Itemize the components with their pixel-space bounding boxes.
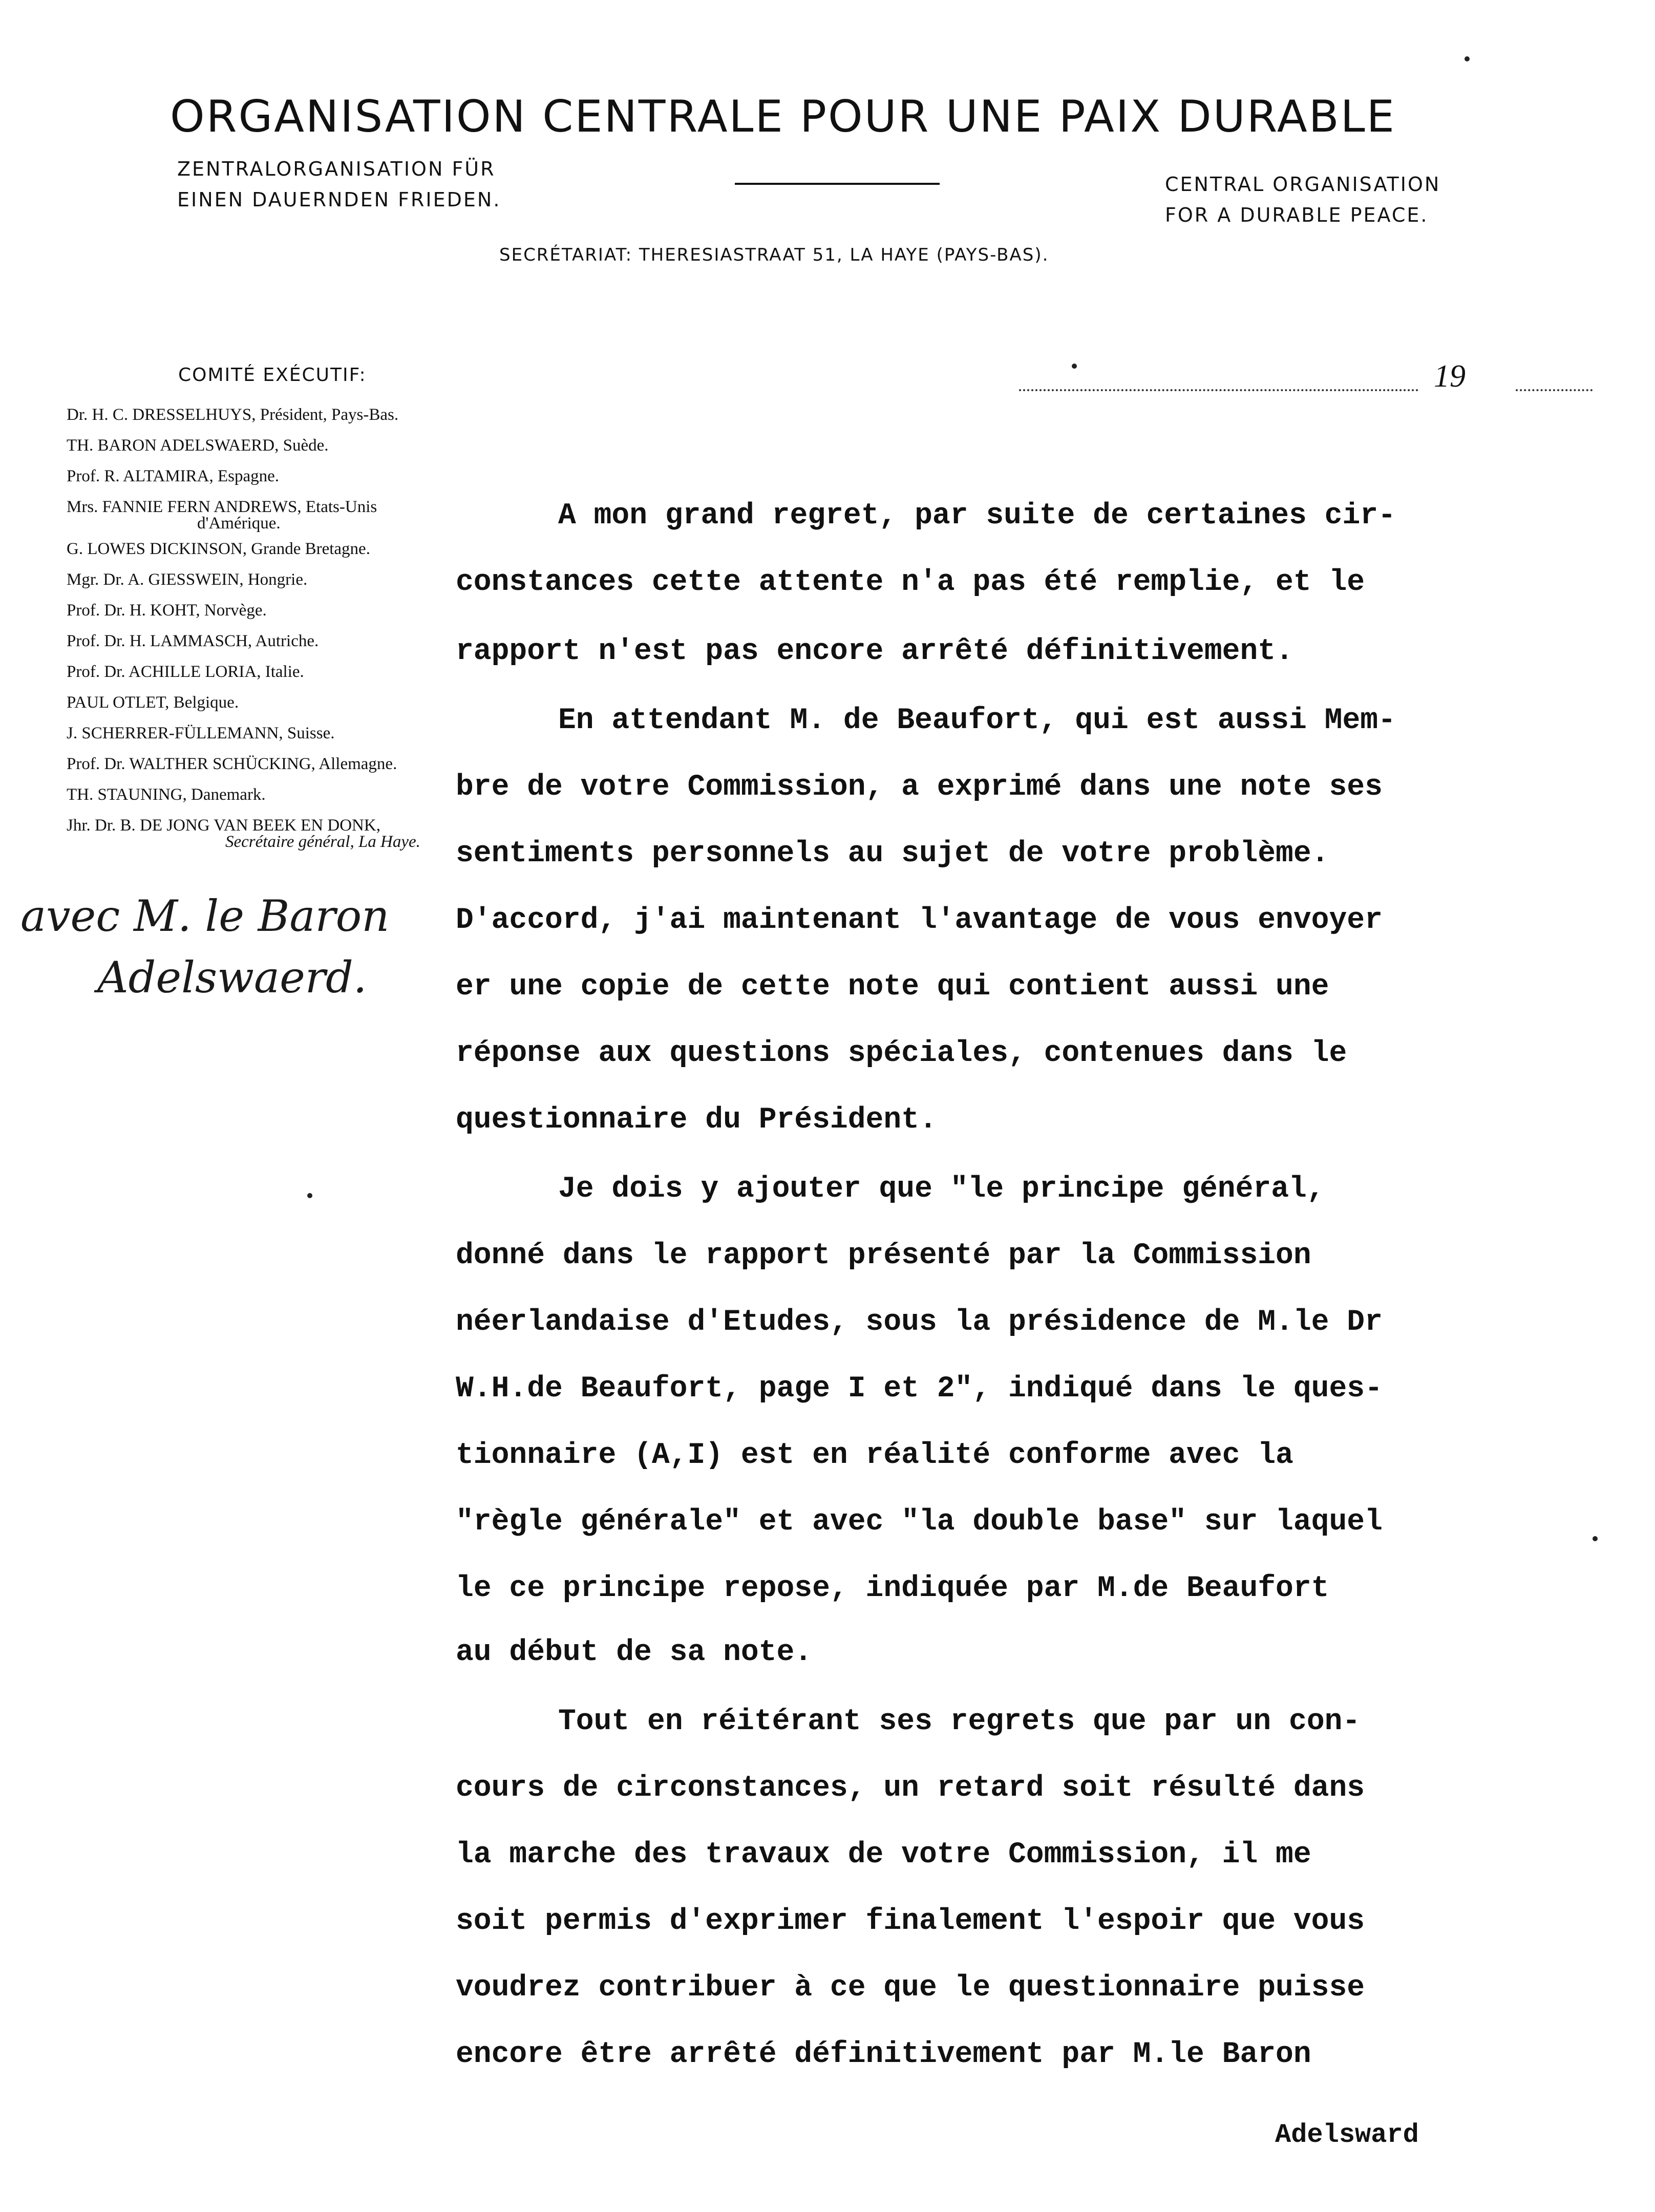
body-line: cours de circonstances, un retard soit résulté dans: [456, 1772, 1365, 1805]
german-name-block: [177, 154, 501, 215]
body-line: questionnaire du Président.: [456, 1103, 937, 1137]
scan-speck: [1072, 364, 1077, 369]
body-line: au début de sa note.: [456, 1636, 813, 1669]
committee-member: TH. BARON ADELSWAERD, Suède.: [67, 436, 329, 455]
letterhead-divider: [735, 183, 940, 185]
committee-member-list: [67, 399, 420, 852]
body-line: D'accord, j'ai maintenant l'avantage de vous envoyer: [456, 904, 1383, 937]
handwritten-note-line1: avec M. le Baron: [20, 891, 390, 941]
date-dotted-line: [1019, 389, 1418, 391]
body-line: Je dois y ajouter que "le principe général,: [558, 1173, 1325, 1206]
committee-member: TH. STAUNING, Danemark.: [67, 785, 266, 804]
body-line: bre de votre Commission, a exprimé dans une note ses: [456, 771, 1383, 804]
committee-member: PAUL OTLET, Belgique.: [67, 693, 239, 712]
scan-speck: [307, 1193, 312, 1198]
body-line: rapport n'est pas encore arrêté définitivement.: [456, 635, 1293, 668]
body-line: Tout en réitérant ses regrets que par un con-: [558, 1705, 1361, 1738]
continuation-word: Adelsward: [1275, 2120, 1419, 2150]
committee-member: Prof. Dr. H. KOHT, Norvège.: [67, 601, 267, 620]
body-line: "règle générale" et avec "la double base" sur laquel: [456, 1505, 1383, 1539]
date-dotted-line-end: [1516, 389, 1593, 391]
body-line: A mon grand regret, par suite de certaines cir-: [558, 499, 1396, 533]
handwritten-note-line2: Adelswaerd.: [97, 952, 367, 1003]
english-name-line1: CENTRAL ORGANISATION: [1165, 173, 1441, 196]
body-line: le ce principe repose, indiquée par M.de Beaufort: [456, 1572, 1329, 1605]
committee-member-continuation: d'Amérique.: [197, 514, 281, 533]
secretariat-address: SECRÉTARIAT: THERESIASTRAAT 51, LA HAYE (PAYS-BAS).: [499, 245, 1049, 265]
committee-member: Mrs. FANNIE FERN ANDREWS, Etats-Unis: [67, 498, 377, 516]
date-year-prefix: 19: [1434, 359, 1466, 394]
body-line: réponse aux questions spéciales, contenues dans le: [456, 1037, 1347, 1070]
body-line: sentiments personnels au sujet de votre problème.: [456, 837, 1329, 870]
committee-member: Mgr. Dr. A. GIESSWEIN, Hongrie.: [67, 570, 308, 589]
body-line: la marche des travaux de votre Commission, il me: [456, 1838, 1311, 1871]
body-line: voudrez contribuer à ce que le questionnaire puisse: [456, 1971, 1365, 2005]
body-line: constances cette attente n'a pas été remplie, et le: [456, 566, 1365, 599]
committee-member: Prof. R. ALTAMIRA, Espagne.: [67, 467, 280, 485]
english-name-block: [1165, 169, 1440, 230]
committee-member-continuation: Secrétaire général, La Haye.: [225, 833, 420, 851]
body-line: En attendant M. de Beaufort, qui est aussi Mem-: [558, 704, 1396, 737]
committee-member: Prof. Dr. WALTHER SCHÜCKING, Allemagne.: [67, 755, 397, 773]
body-line: donné dans le rapport présenté par la Commission: [456, 1239, 1311, 1272]
body-line: er une copie de cette note qui contient aussi une: [456, 970, 1329, 1004]
body-line: encore être arrêté définitivement par M.le Baron: [456, 2038, 1311, 2071]
body-line: W.H.de Beaufort, page I et 2", indiqué dans le ques-: [456, 1372, 1383, 1406]
committee-member: Jhr. Dr. B. DE JONG VAN BEEK EN DONK,: [67, 816, 380, 835]
scan-speck: [1593, 1536, 1598, 1541]
organization-title: ORGANISATION CENTRALE POUR UNE PAIX DURABLE: [170, 91, 1396, 142]
committee-member: Prof. Dr. H. LAMMASCH, Autriche.: [67, 632, 319, 650]
body-line: soit permis d'exprimer finalement l'espoir que vous: [456, 1905, 1365, 1938]
committee-member: G. LOWES DICKINSON, Grande Bretagne.: [67, 540, 370, 558]
committee-heading: COMITÉ EXÉCUTIF:: [178, 365, 367, 386]
german-name-line2: EINEN DAUERNDEN FRIEDEN.: [177, 188, 501, 211]
committee-member: Dr. H. C. DRESSELHUYS, Président, Pays-Bas.: [67, 406, 399, 424]
body-line: néerlandaise d'Etudes, sous la présidence de M.le Dr: [456, 1306, 1383, 1339]
german-name-line1: ZENTRALORGANISATION FÜR: [177, 158, 496, 180]
committee-member: Prof. Dr. ACHILLE LORIA, Italie.: [67, 663, 304, 681]
english-name-line2: FOR A DURABLE PEACE.: [1165, 204, 1429, 226]
committee-member: J. SCHERRER-FÜLLEMANN, Suisse.: [67, 724, 335, 742]
scan-speck: [1465, 56, 1470, 61]
body-line: tionnaire (A,I) est en réalité conforme avec la: [456, 1439, 1293, 1472]
